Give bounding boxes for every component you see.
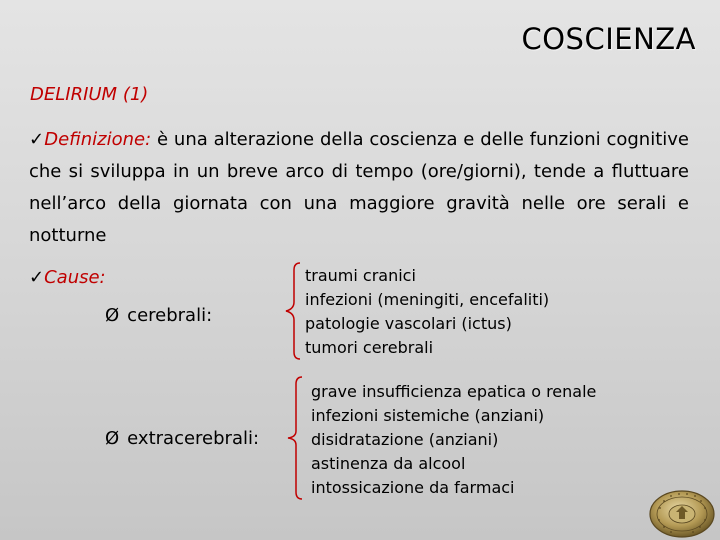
definition-text: è una alterazione della coscienza e delle funzioni cognitive che si sviluppa in un breve arco di tempo (ore/giorni), tende a fluttuare nell’arco della giornata con una maggiore gravità nelle ore serali e notturne bbox=[29, 129, 689, 246]
cerebral-causes-list bbox=[305, 264, 549, 360]
list-item: intossicazione da farmaci bbox=[311, 478, 515, 497]
cause-group-cerebral bbox=[105, 305, 212, 326]
cause-group-label: cerebrali: bbox=[127, 305, 213, 326]
arrow-bullet-icon: Ø bbox=[105, 428, 120, 449]
slide-subtitle: DELIRIUM (1) bbox=[30, 84, 149, 105]
slide-title: COSCIENZA bbox=[521, 22, 696, 56]
list-item: infezioni (meningiti, encefaliti) bbox=[305, 290, 550, 309]
brace-icon bbox=[284, 376, 308, 500]
list-item: infezioni sistemiche (anziani) bbox=[311, 406, 545, 425]
brace-icon bbox=[282, 262, 306, 360]
cause-group-label: extracerebrali: bbox=[127, 428, 260, 449]
definition-label: Definizione: bbox=[44, 129, 152, 150]
university-seal-icon bbox=[648, 488, 716, 538]
checkmark-icon: ✓ bbox=[29, 267, 45, 288]
list-item: traumi cranici bbox=[305, 266, 416, 285]
list-item: tumori cerebrali bbox=[305, 338, 434, 357]
list-item: patologie vascolari (ictus) bbox=[305, 314, 512, 333]
definition-paragraph bbox=[29, 124, 689, 252]
list-item: disidratazione (anziani) bbox=[311, 430, 499, 449]
arrow-bullet-icon: Ø bbox=[105, 305, 120, 326]
list-item: grave insufficienza epatica o renale bbox=[311, 382, 597, 401]
extracerebral-causes-list bbox=[311, 380, 596, 500]
causes-heading bbox=[29, 267, 106, 288]
cause-group-extracerebral bbox=[105, 428, 259, 449]
causes-label: Cause: bbox=[44, 267, 106, 288]
checkmark-icon: ✓ bbox=[29, 129, 45, 150]
list-item: astinenza da alcool bbox=[311, 454, 466, 473]
